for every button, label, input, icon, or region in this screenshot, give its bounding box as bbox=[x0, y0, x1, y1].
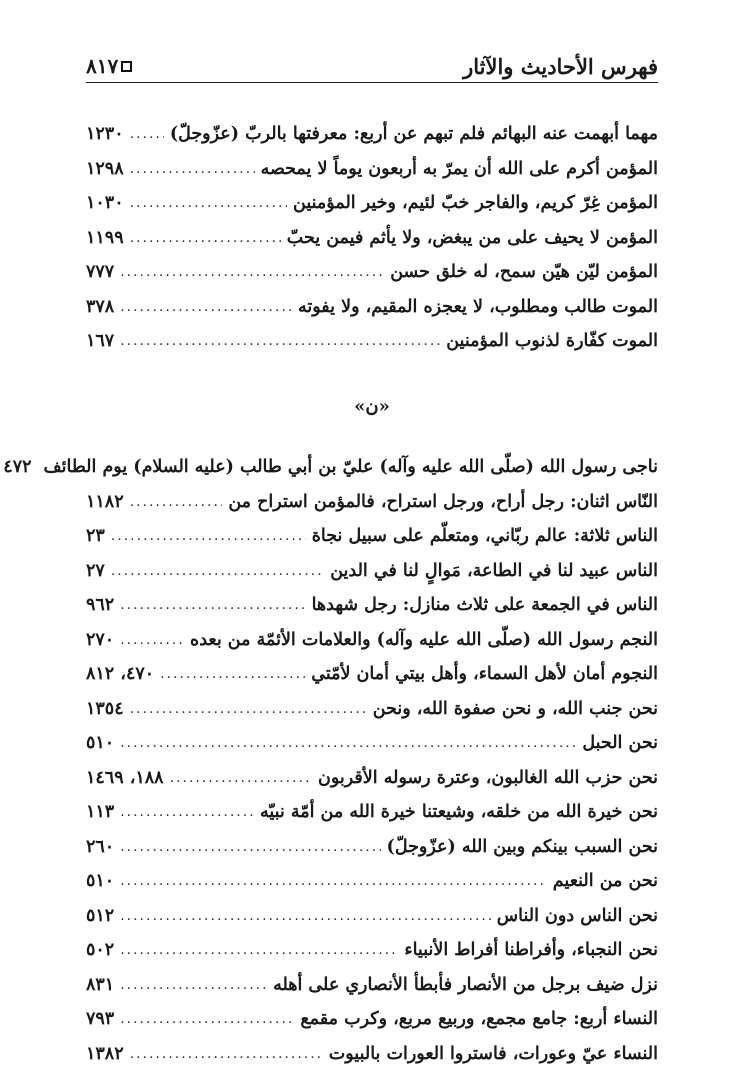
dot-leader bbox=[120, 839, 380, 855]
entry-text: نحن السبب بينكم وبين الله (عزّوجلّ) bbox=[386, 836, 658, 857]
entry-page-number: ١٨٨، ١٤٦٩ bbox=[86, 767, 164, 788]
index-entry bbox=[86, 692, 658, 727]
entry-text: المؤمن ليّن هيّن سمح، له خلق حسن bbox=[390, 262, 658, 283]
entry-page-number: ١٣٨٢ bbox=[86, 1043, 124, 1064]
index-group-mim bbox=[86, 117, 658, 359]
entry-page-number: ٢٣ bbox=[86, 526, 105, 547]
entry-page-number: ٥١٠ bbox=[86, 871, 115, 892]
entry-text: الناس ثلاثة: عالم ربّاني، ومتعلّم على سبيل نجاة bbox=[311, 526, 658, 547]
entry-page-number: ٧٧٧ bbox=[86, 262, 115, 283]
index-entry bbox=[86, 933, 658, 968]
entry-text: النساء أربع: جامع مجمع، وربيع مربع، وكرب مقمع bbox=[300, 1009, 658, 1030]
entry-page-number: ٤٧٢ bbox=[3, 457, 32, 478]
entry-page-number: ١٣٥٤ bbox=[86, 698, 124, 719]
index-entry bbox=[3, 450, 658, 485]
entry-text: نحن من النعيم bbox=[552, 871, 658, 892]
entry-page-number: ١٠٣٠ bbox=[86, 193, 124, 214]
entry-page-number: ٢٦٠ bbox=[86, 836, 115, 857]
entry-text: الناس في الجمعة على ثلاث منازل: رجل شهدها bbox=[311, 595, 658, 616]
square-ornament-icon bbox=[121, 61, 132, 72]
dot-leader bbox=[120, 873, 547, 889]
dot-leader bbox=[130, 195, 287, 211]
entry-page-number: ٨٣١ bbox=[86, 974, 115, 995]
index-entry bbox=[86, 588, 658, 623]
index-entry bbox=[86, 221, 658, 256]
dot-leader bbox=[120, 264, 384, 280]
index-entry bbox=[86, 186, 658, 221]
entry-text: ناجى رسول الله (صلّى الله عليه وآله) عليّ بن أبي طالب (عليه السلام) يوم الطائف bbox=[43, 457, 658, 478]
entry-text: نحن خيرة الله من خلقه، وشيعتنا خيرة الله من أمّة نبيّه bbox=[259, 802, 658, 823]
entry-text: نحن جنب الله، و نحن صفوة الله، ونحن bbox=[372, 698, 658, 719]
dot-leader bbox=[130, 161, 255, 177]
page-header bbox=[86, 52, 658, 83]
index-entry bbox=[86, 968, 658, 1003]
page-number-block bbox=[86, 54, 132, 78]
dot-leader bbox=[120, 804, 254, 820]
index-entry bbox=[86, 830, 658, 865]
dot-leader bbox=[120, 942, 398, 958]
dot-leader bbox=[120, 299, 292, 315]
entry-page-number: ٥١٠ bbox=[86, 733, 115, 754]
page-number: ٨١٧ bbox=[86, 54, 119, 78]
index-entry bbox=[86, 795, 658, 830]
entry-text: مهما أبهمت عنه البهائم فلم تبهم عن أربع: معرفتها بالربّ (عزّوجلّ) bbox=[169, 124, 658, 145]
entry-page-number: ١٦٧ bbox=[86, 331, 115, 352]
index-group-nun bbox=[3, 450, 658, 1071]
dot-leader bbox=[120, 333, 440, 349]
entry-page-number: ١١٨٢ bbox=[86, 491, 124, 512]
index-entry bbox=[86, 1002, 658, 1037]
entry-text: نحن الناس دون الناس bbox=[496, 905, 658, 926]
dot-leader bbox=[120, 1011, 294, 1027]
entry-page-number: ٩٦٢ bbox=[86, 595, 115, 616]
dot-leader bbox=[170, 770, 312, 786]
entry-text: النجم رسول الله (صلّى الله عليه وآله) والعلامات الأئمّة من بعده bbox=[190, 629, 658, 650]
entry-text: المؤمن غِرّ كريم، والفاجر خبّ لئيم، وخير المؤمنين bbox=[293, 193, 658, 214]
entry-page-number: ٥٠٢ bbox=[86, 940, 115, 961]
running-title: فهرس الأحاديث والآثار bbox=[463, 54, 658, 79]
entry-text: المؤمن أكرم على الله أن يمرّ به أربعون يوماً لا يمحصه bbox=[260, 158, 658, 179]
index-entry bbox=[86, 485, 658, 520]
dot-leader bbox=[130, 494, 223, 510]
index-entry bbox=[86, 290, 658, 325]
entry-page-number: ١١٣ bbox=[86, 802, 115, 823]
entry-text: نزل ضيف برجل من الأنصار فأبطأ الأنصاري على أهله bbox=[273, 974, 658, 995]
entry-page-number: ١١٩٩ bbox=[86, 227, 124, 248]
entry-text: الموت كفّارة لذنوب المؤمنين bbox=[446, 331, 658, 352]
dot-leader bbox=[120, 977, 267, 993]
entry-text: النساء عيّ وعورات، فاستروا العورات بالبيوت bbox=[328, 1043, 658, 1064]
dot-leader bbox=[130, 230, 281, 246]
entry-page-number: ٣٧٨ bbox=[86, 296, 115, 317]
entry-text: نحن حزب الله الغالبون، وعترة رسوله الأقربون bbox=[318, 767, 658, 788]
dot-leader bbox=[130, 1046, 323, 1062]
entry-page-number: ٢٧٠ bbox=[86, 629, 115, 650]
entry-text: نحن الحبل bbox=[582, 733, 658, 754]
dot-leader bbox=[120, 735, 576, 751]
entry-page-number: ١٢٣٠ bbox=[86, 124, 124, 145]
dot-leader bbox=[130, 701, 367, 717]
index-entry bbox=[86, 761, 658, 796]
section-heading-nun: «ن» bbox=[354, 396, 390, 417]
index-entry bbox=[86, 554, 658, 589]
index-entry bbox=[86, 657, 658, 692]
entry-page-number: ١٢٩٨ bbox=[86, 158, 124, 179]
index-entry bbox=[86, 864, 658, 899]
dot-leader bbox=[120, 908, 491, 924]
dot-leader bbox=[111, 563, 324, 579]
index-entry bbox=[86, 324, 658, 359]
entry-page-number: ٥١٢ bbox=[86, 905, 115, 926]
dot-leader bbox=[130, 126, 164, 142]
entry-text: الموت طالب ومطلوب، لا يعجزه المقيم، ولا يفوته bbox=[298, 296, 658, 317]
entry-text: النّاس اثنان: رجل أراح، ورجل استراح، فالمؤمن استراح من bbox=[228, 491, 658, 512]
entry-text: نحن النجباء، وأفراطنا أفراط الأنبياء bbox=[404, 940, 658, 961]
entry-text: النجوم أمان لأهل السماء، وأهل بيتي أمان لأمّتي bbox=[311, 664, 658, 685]
entry-page-number: ٧٩٣ bbox=[86, 1009, 115, 1030]
index-entry bbox=[86, 255, 658, 290]
index-entry bbox=[86, 726, 658, 761]
dot-leader bbox=[160, 666, 305, 682]
index-entry bbox=[86, 623, 658, 658]
entry-page-number: ٢٧ bbox=[86, 560, 105, 581]
index-entry bbox=[86, 519, 658, 554]
entry-text: المؤمن لا يحيف على من يبغض، ولا يأثم فيمن يحبّ bbox=[286, 227, 658, 248]
index-entry bbox=[86, 152, 658, 187]
index-entry bbox=[86, 117, 658, 152]
dot-leader bbox=[120, 597, 305, 613]
entry-text: الناس عبيد لنا في الطاعة، مَوالٍ لنا في الدين bbox=[330, 560, 658, 581]
index-entry bbox=[86, 899, 658, 934]
dot-leader bbox=[120, 632, 184, 648]
index-entry bbox=[86, 1037, 658, 1072]
dot-leader bbox=[111, 528, 306, 544]
entry-page-number: ٤٧٠، ٨١٢ bbox=[86, 664, 155, 685]
